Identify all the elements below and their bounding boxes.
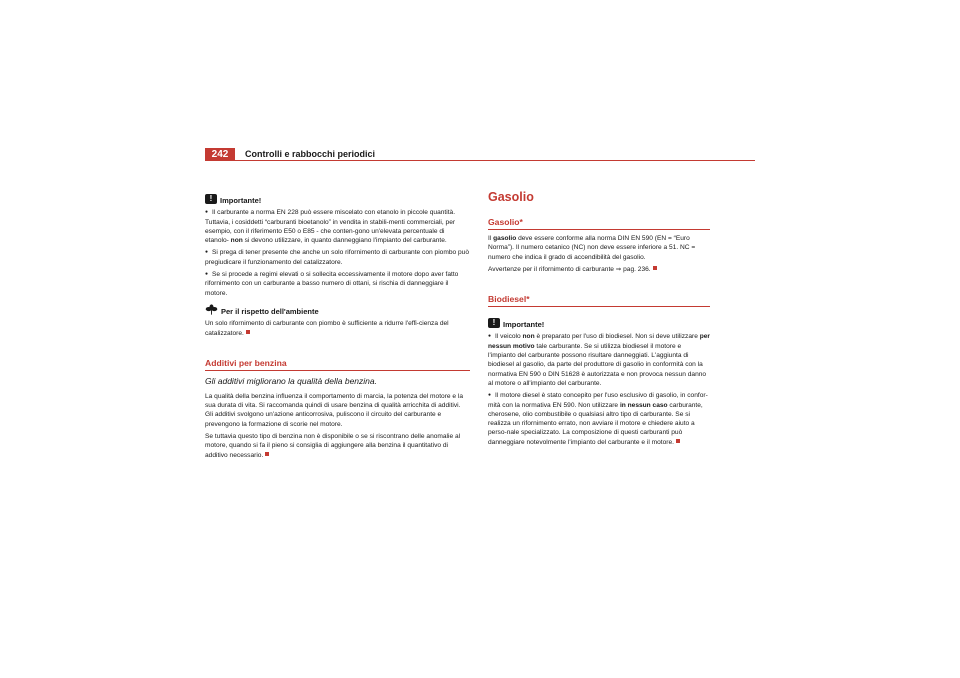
section-end-mark — [653, 266, 657, 270]
biodiesel-bullet-1: ● Il veicolo non è preparato per l'uso di biodiesel. Non si deve utilizzare per nessun motivo tale carburante. Se si utilizza biodiesel il motore e l'impianto del carburante possono risultare danneggiati. L'aggiunta di biodiesel al gasolio, da parte del produttore di gasolio in conformità con la normativa EN 590 o DIN 51628 è autorizzata e non provoca nessun danno al motore o all'impianto del carburante. — [488, 332, 710, 388]
important-label: Importante! — [220, 196, 262, 205]
additivi-paragraph-2: Se tuttavia questo tipo di benzina non è disponibile o se si riscontrano delle anomalie al motore, quando si fa il pieno si consiglia di aggiungere alla benzina il quantitativo di additivo necessario. — [205, 433, 461, 459]
environment-text: Un solo rifornimento di carburante con piombo è sufficiente a ridurre l'effi-cienza del catalizzatore. — [205, 320, 449, 337]
important-note-header — [205, 192, 470, 205]
biodiesel-bullet-2: ● Il motore diesel è stato concepito per l'uso esclusivo di gasolio, in confor-mità con la normativa EN 590. Non utilizzare in nessun caso carburante, cherosene, olio combustibile o qualsiasi altro tipo di carburante. Se si realizza un rifornimento errato, non avviare il motore e chiedere aiuto a perso-nale specializzato. La composizione di questi carburanti può danneggiare notevolmente l'impianto del carburante e il motore. — [488, 391, 710, 447]
gasolio-paragraph-2: Avvertenze per il rifornimento di carburante ⇒ pag. 236. — [488, 265, 710, 274]
important-bullet-2: ● Si prega di tener presente che anche un solo rifornimento di carburante con piombo può pregiudicare il funzionamento del catalizzatore. — [205, 248, 470, 267]
important-bullet-3: ● Se si procede a regimi elevati o si sollecita eccessivamente il motore dopo aver fatto rifornimento con un carburante a basso numero di ottani, si rischia di danneggiare il motore. — [205, 270, 470, 298]
gasolio-paragraph-1: Il gasolio deve essere conforme alla norma DIN EN 590 (EN = “Euro Norma”). Il numero cetanico (NC) non deve essere inferiore a 51. NC = numero che indica il grado di accendibilità del gasolio. — [488, 235, 696, 261]
gasolio-heading: Gasolio — [488, 190, 534, 204]
right-column — [488, 190, 710, 450]
warning-icon: ! — [488, 318, 500, 328]
environment-leaf-icon — [205, 304, 218, 316]
gasolio-section-title: Gasolio* — [488, 216, 710, 230]
biodiesel-section-title: Biodiesel* — [488, 293, 710, 307]
additivi-section-title: Additivi per benzina — [205, 357, 470, 371]
environment-label: Per il rispetto dell'ambiente — [221, 306, 319, 316]
section-end-mark — [265, 452, 269, 456]
section-end-mark — [676, 439, 680, 443]
biodiesel-important-header — [488, 316, 710, 329]
warning-icon: ! — [205, 194, 217, 204]
important-label: Importante! — [503, 320, 545, 330]
environment-note-header — [205, 303, 470, 316]
additivi-subtitle: Gli additivi migliorano la qualità della benzina. — [205, 375, 377, 386]
additivi-paragraph-1: La qualità della benzina influenza il comportamento di marcia, la potenza del motore e la sua durata di vita. Si raccomanda quindi di usare benzina di qualità arricchita di additivi. Gli additivi svolgono un'azione anticorrosiva, puliscono il circuito del carburante e prevengono la formazione di scorie nel motore. — [205, 392, 464, 428]
important-bullet-1: ● Il carburante a norma EN 228 può essere miscelato con etanolo in piccole quantità. Tuttavia, i cosiddetti “carburanti bioetanolo” in vendita in stabili-menti commerciali, per esempio, con il riferimento E50 o E85 - che conten-gono un'elevata percentuale di etanolo- non si devono utilizzare, in quanto danneggiano l'impianto del carburante. — [205, 208, 470, 245]
left-column — [205, 190, 470, 463]
page-number: 242 — [205, 148, 235, 161]
section-end-mark — [246, 330, 250, 334]
header-rule — [205, 160, 755, 161]
running-header-title: Controlli e rabbocchi periodici — [245, 149, 376, 159]
